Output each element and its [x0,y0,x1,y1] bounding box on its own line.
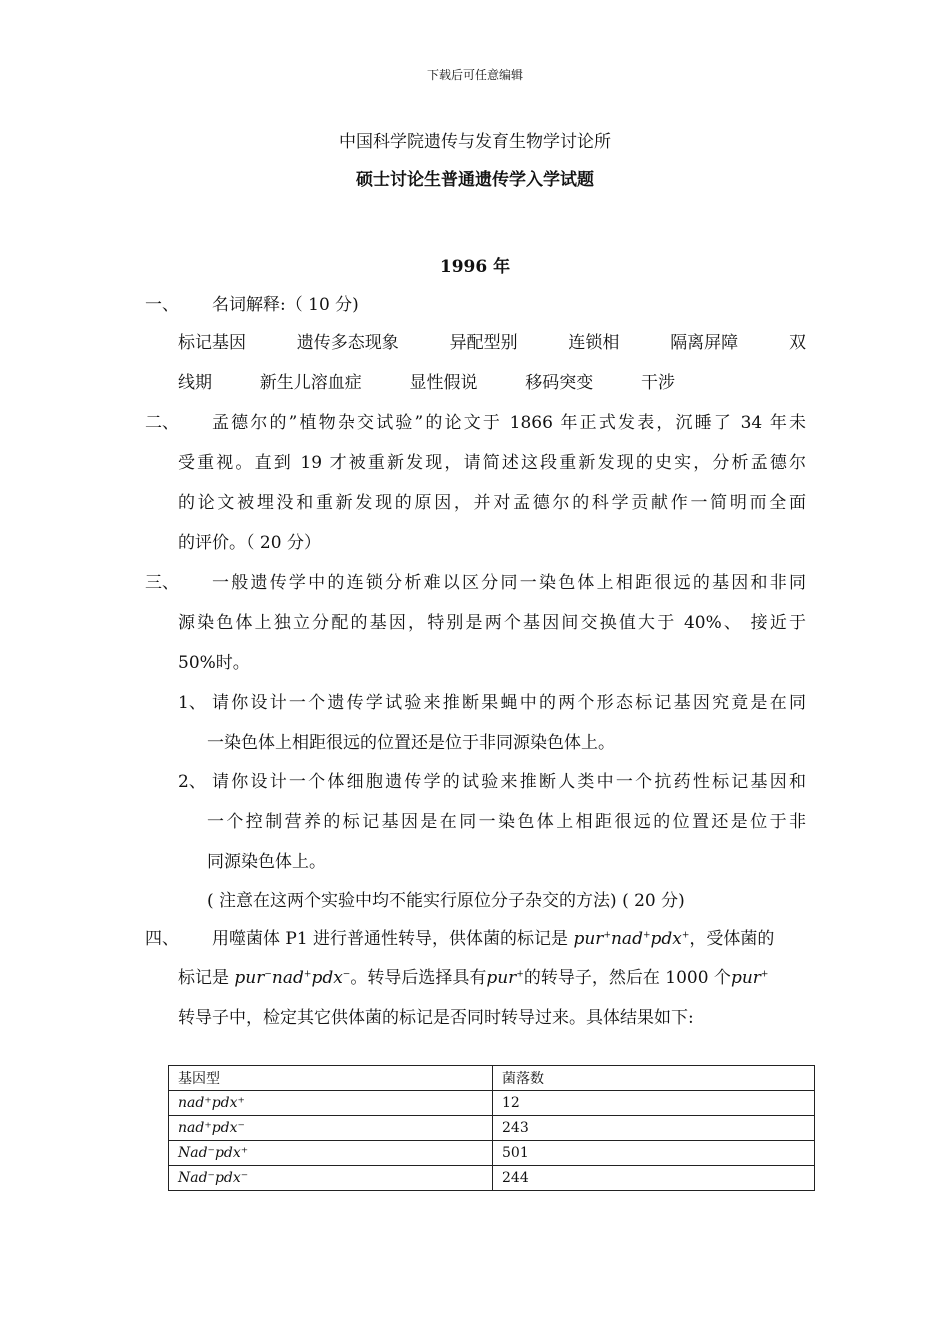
q3-line: 源染色体上独立分配的基因，特别是两个基因间交换值大于 40%、 接近于 [178,613,806,633]
table-row [169,1116,815,1141]
q4-line1-end: ，受体菌的 [689,929,775,949]
q3-line: 50%时。 [178,653,250,673]
genotype-cell: nad⁺pdx⁻ [169,1116,493,1141]
q3-sub2-line: 一个控制营养的标记基因是在同一染色体上相距很远的位置还是位于非 [207,812,806,832]
results-table [168,1065,815,1191]
q3-sub2-line: 请你设计一个体细胞遗传学的试验来推断人类中一个抗药性标记基因和 [212,772,806,792]
q3-sub1-line: 一染色体上相距很远的位置还是位于非同源染色体上。 [207,733,615,753]
term: 移码突变 [525,373,594,393]
table-row [169,1166,815,1191]
q4-line1 [212,924,774,949]
q4-number: 四、 [145,929,179,949]
term: 双 [788,333,806,353]
term: 显性假说 [409,373,478,393]
q2-number: 二、 [145,413,179,433]
q4-line2: 标记是 pur−nad+pdx−。转导后选择具有pur+的转导子，然后在 1000 个pur+ [178,968,769,988]
q2-line: 孟德尔的”植物杂交试验”的论文于 1866 年正式发表，沉睡了 34 年未 [212,413,806,433]
q3-line: 一般遗传学中的连锁分析难以区分同一染色体上相距很远的基因和非同 [212,573,806,593]
term: 标记基因 [178,333,246,353]
q1-terms-line1 [178,328,806,353]
selected-marker: pur+ [486,968,524,988]
header-genotype: 基因型 [169,1066,493,1091]
term: 隔离屏障 [670,333,739,353]
q4-line1-text: 用噬菌体 P1 进行普通性转导，供体菌的标记是 [212,929,569,949]
q4-line3: 转导子中，检定其它供体菌的标记是否同时转导过来。具体结果如下: [178,1008,694,1028]
q1-terms-line2 [178,368,675,393]
q1-heading: 名词解释:（ 10 分) [212,295,359,315]
q2-line: 的评价。（ 20 分） [178,533,321,553]
q3-sub1-number: 1、 [178,693,206,713]
header-colony-count: 菌落数 [493,1066,815,1091]
table-row [169,1091,815,1116]
header-note: 下载后可任意编辑 [426,68,523,82]
recipient-genotype: pur−nad+pdx− [234,968,351,988]
q3-sub2-number: 2、 [178,772,206,792]
exam-year: 1996 年 [439,257,511,277]
term: 异配型别 [449,333,518,353]
selected-marker: pur+ [730,968,769,988]
institute-name: 中国科学院遗传与发育生物学讨论所 [339,132,611,152]
q2-line: 的论文被埋没和重新发现的原因，并对孟德尔的科学贡献作一简明而全面 [178,493,806,513]
donor-genotype: pur+nad+pdx+ [573,929,690,949]
term: 新生儿溶血症 [259,373,362,393]
table-row [169,1141,815,1166]
count-cell: 243 [493,1116,815,1141]
q3-sub2-line: 同源染色体上。 [207,852,326,872]
genotype-cell: Nad⁻pdx⁺ [169,1141,493,1166]
q3-sub1-line: 请你设计一个遗传学试验来推断果蝇中的两个形态标记基因究竟是在同 [212,693,806,713]
term: 线期 [178,373,212,393]
q1-number: 一、 [145,295,179,315]
term: 连锁相 [568,333,620,353]
q3-note: ( 注意在这两个实验中均不能实行原位分子杂交的方法) ( 20 分) [207,891,685,911]
table-header-row [169,1066,815,1091]
exam-title: 硕士讨论生普通遗传学入学试题 [356,170,594,190]
q2-line: 受重视。直到 19 才被重新发现，请简述这段重新发现的史实，分析孟德尔 [178,453,806,473]
term: 干涉 [641,373,675,393]
genotype-cell: Nad⁻pdx⁻ [169,1166,493,1191]
count-cell: 244 [493,1166,815,1191]
q3-number: 三、 [145,573,179,593]
genotype-cell: nad⁺pdx⁺ [169,1091,493,1116]
count-cell: 501 [493,1141,815,1166]
count-cell: 12 [493,1091,815,1116]
term: 遗传多态现象 [296,333,399,353]
